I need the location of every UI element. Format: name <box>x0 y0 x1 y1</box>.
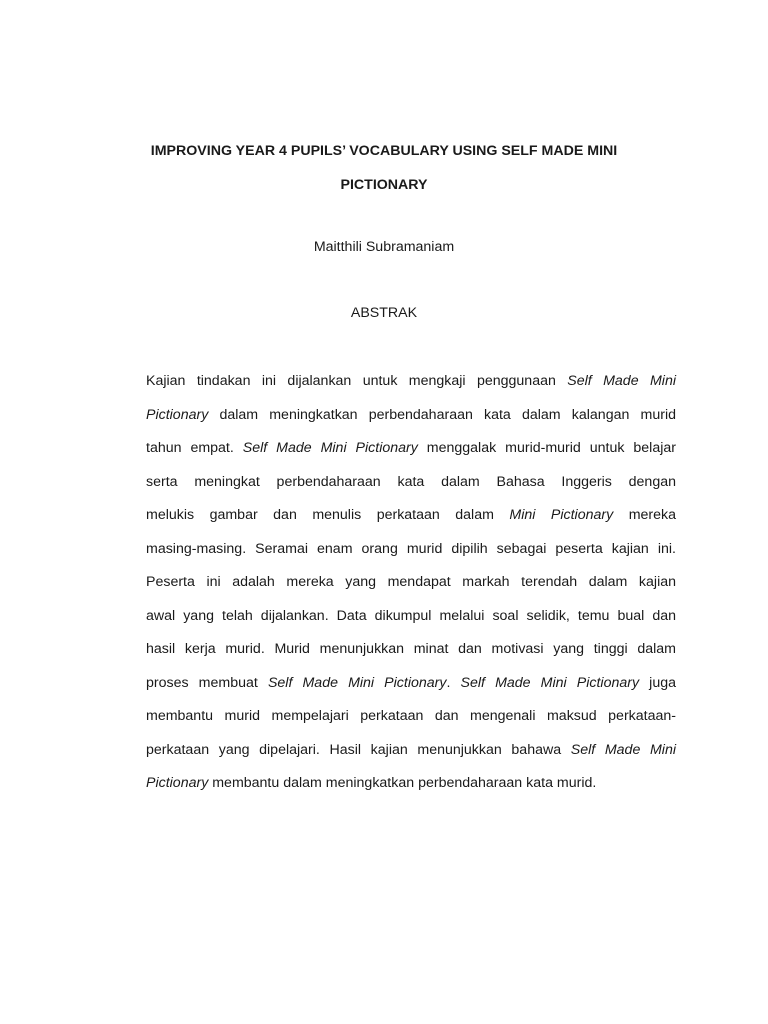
abstract-body <box>146 365 676 801</box>
abstract-italic-text: Self Made Mini Pictionary <box>242 440 418 456</box>
abstract-italic-text: Self Made Mini Pictionary <box>267 674 447 691</box>
abstract-line <box>146 767 676 801</box>
abstract-text: awal yang telah dijalankan. Data dikumpul melalui soal selidik, temu bual dan <box>146 607 676 624</box>
abstract-line <box>146 533 676 567</box>
abstract-italic-text: Self Made Mini Pictionary <box>460 674 640 691</box>
abstract-line <box>146 365 676 399</box>
abstract-line <box>146 566 676 600</box>
abstract-line <box>146 734 676 768</box>
abstract-text: serta meningkat perbendaharaan kata dalam Bahasa Inggeris dengan <box>146 473 676 490</box>
abstract-italic-text: Pictionary <box>146 775 209 791</box>
abstract-line <box>146 432 676 466</box>
abstract-line <box>146 499 676 533</box>
abstract-text: hasil kerja murid. Murid menunjukkan minat dan motivasi yang tinggi dalam <box>146 641 676 657</box>
abstract-text: Peserta ini adalah mereka yang mendapat markah terendah dalam kajian <box>146 574 676 590</box>
paper-title-line-2: PICTIONARY <box>340 177 428 193</box>
paper-title-line-1: IMPROVING YEAR 4 PUPILS’ VOCABULARY USING SELF MADE MINI <box>150 143 618 159</box>
abstract-text: perkataan yang dipelajari. Hasil kajian menunjukkan bahawa <box>146 741 571 758</box>
abstract-text: proses membuat <box>146 674 268 691</box>
abstract-text: Kajian tindakan ini dijalankan untuk mengkaji penggunaan <box>146 373 568 389</box>
abstract-text: melukis gambar dan menulis perkataan dalam <box>146 507 510 523</box>
abstract-italic-text: Self Made Mini <box>567 373 676 389</box>
abstract-text: mereka <box>613 507 676 523</box>
abstract-italic-text: Mini Pictionary <box>509 507 614 523</box>
abstract-line <box>146 466 676 500</box>
abstract-text: menggalak murid-murid untuk belajar <box>417 440 676 456</box>
abstract-line <box>146 700 676 734</box>
abstract-heading: ABSTRAK <box>350 305 418 321</box>
author-name: Maitthili Subramaniam <box>313 239 455 255</box>
abstract-text: masing-masing. Seramai enam orang murid dipilih sebagai peserta kajian ini. <box>146 540 676 557</box>
abstract-text: membantu murid mempelajari perkataan dan mengenali maksud perkataan- <box>146 708 676 724</box>
abstract-text: dalam meningkatkan perbendaharaan kata dalam kalangan murid <box>208 406 676 423</box>
abstract-italic-text: Self Made Mini <box>570 741 676 758</box>
abstract-line <box>146 600 676 634</box>
abstract-line <box>146 399 676 433</box>
abstract-text: tahun empat. <box>146 440 243 456</box>
abstract-text: membantu dalam meningkatkan perbendaharaan kata murid. <box>208 775 597 791</box>
abstract-italic-text: Pictionary <box>146 406 209 423</box>
paper-title <box>0 134 768 202</box>
abstract-text: . <box>446 674 461 691</box>
abstract-line <box>146 633 676 667</box>
abstract-text: juga <box>639 674 677 691</box>
abstract-line <box>146 667 676 701</box>
